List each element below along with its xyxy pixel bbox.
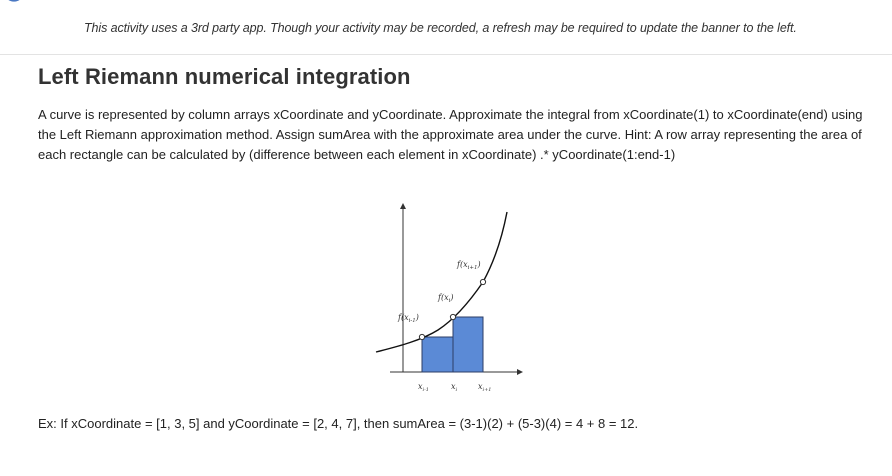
label-x-next: $x_{i+1}$: [478, 382, 492, 393]
function-curve: [376, 212, 507, 352]
riemann-figure: [370, 200, 530, 400]
banner-text: This activity uses a 3rd party app. Though your activity may be recorded, a refresh may be required to update the banner to the left.: [84, 21, 797, 35]
point-curr: [450, 314, 455, 319]
label-f-prev: $f(x_{i-1})$: [398, 313, 419, 324]
point-next: [480, 279, 485, 284]
label-f-curr: $f(x_i)$: [438, 293, 454, 304]
problem-description: A curve is represented by column arrays xCoordinate and yCoordinate. Approximate the integral from xCoordinate(1) to xCoordinate(end) using the Left Riemann approximation method. Assign sumArea with the approximate area under the curve. Hint: A row array representing the area of each rectangle can be calculated by (difference between each element in xCoordinate) .* yCoordinate(1:end-1): [38, 107, 863, 162]
example-text: Ex: If xCoordinate = [1, 3, 5] and yCoordinate = [2, 4, 7], then sumArea = (3-1)(2) + (5-3)(4) = 4 + 8 = 12.: [38, 416, 639, 431]
rectangle-left: [422, 337, 453, 372]
rectangle-right: [453, 317, 483, 372]
banner-corner-icon: [4, 0, 24, 6]
point-prev: [419, 334, 424, 339]
label-f-next: $f(x_{i+1})$: [457, 260, 481, 271]
page-title: Left Riemann numerical integration: [38, 64, 411, 89]
riemann-diagram: [370, 200, 530, 400]
label-x-curr: $x_i$: [451, 382, 458, 393]
third-party-banner: [0, 0, 892, 55]
label-x-prev: $x_{i-1}$: [418, 382, 429, 393]
